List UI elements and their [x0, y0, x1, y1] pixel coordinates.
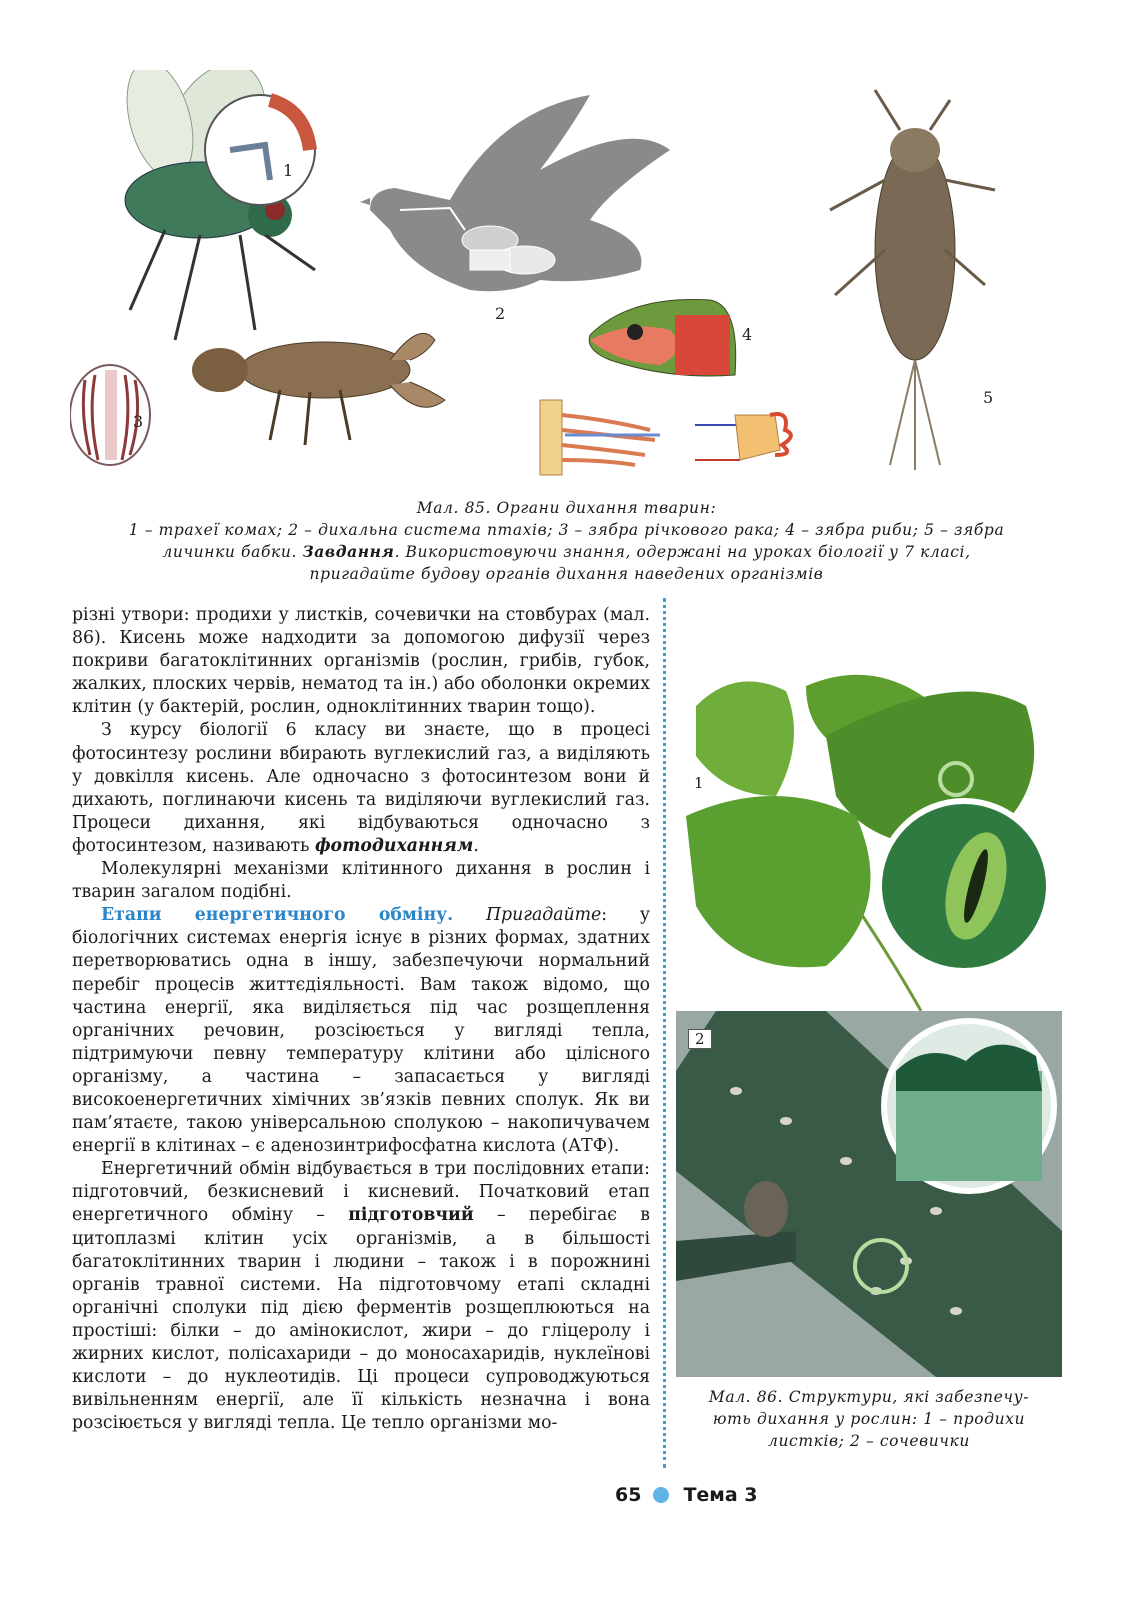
main-text-column [72, 604, 650, 1435]
photo-label-1: 1 [694, 774, 704, 792]
paragraph: різні утвори: продихи у листків, сочевички на стовбурах (мал. 86). Кисень може надходити за допомогою дифузії через покриви багатоклітинних організмів (рослин, грибів, губок, жалких, плоских червів, нематод та ін.) або оболонки окремих клітин (у бактерій, рослин, одноклітинних тварин тощо). [72, 605, 650, 718]
paragraph: Молекулярні механізми клітинного дихання в рослин і тварин загалом подібні. [72, 859, 650, 903]
crayfish-drawing [70, 333, 445, 465]
figure-label-4: 4 [742, 325, 753, 344]
figure-label-1: 1 [283, 161, 294, 180]
paragraph [72, 1158, 650, 1435]
recall-label: Пригадайте [485, 905, 602, 926]
mayfly-nymph-drawing [830, 90, 995, 470]
figure-85-caption-line-1: 1 – трахеї комах; 2 – дихальна система птахів; 3 – зябра річкового рака; 4 – зябра риби; 5 – зябра [128, 521, 1005, 539]
figure-86-caption [676, 1386, 1062, 1452]
lenticels-photo [676, 1011, 1062, 1377]
paragraph [72, 719, 650, 858]
paragraph-text: Енергетичний обмін відбувається в три послідовних етапи: підготовчий, безкисневий і кисневий. Початковий етап енергетичного обміну – [72, 1159, 650, 1226]
paragraph-text: : у біологічних системах енергія існує в різних формах, здатних перетворюватись одна в іншу, забезпечуючи нормальний перебіг процесів життєдіяльності. Вам також відомо, що частина енергії, яка виділяється під час розщеплення органічних речовин, розсіюється у вигляді тепла, підтримуючи певну температуру клітини або цілісного організму, а частина – запасається у вигляді високоенергетичних хімічних зв’язків певних сполук. Як ви пам’ятаєте, такою універсальною сполукою – накопичувачем енергії в клітинах – є аденозинтрифосфатна кислота (АТФ). [72, 905, 650, 1157]
photo-label-2: 2 [688, 1029, 712, 1049]
bark-drawing [676, 1011, 1062, 1377]
leaf-stomata-photo [676, 646, 1062, 1016]
figure-label-2: 2 [495, 304, 506, 323]
bird-silhouette-drawing [360, 95, 670, 291]
fish-head-drawing [589, 299, 736, 376]
leaf-drawing [676, 646, 1062, 1016]
figure-85-caption-line-3: пригадайте будову органів дихання наведених організмів [309, 565, 824, 583]
figure-label-3: 3 [133, 412, 144, 431]
caption-text: личинки бабки. [162, 543, 303, 561]
page-number: 65 [615, 1484, 642, 1506]
caption-line: листків; 2 – сочевички [768, 1432, 970, 1450]
paragraph [72, 904, 650, 1158]
figure-85-caption-title: Мал. 85. Органи дихання тварин: [416, 499, 717, 517]
paragraph-text: . [473, 835, 479, 856]
page-footer [615, 1484, 758, 1506]
respiratory-organs-drawing [70, 70, 1050, 490]
figure-85-caption-line-2 [60, 541, 1073, 563]
paragraph-text: – перебігає в цитоплазмі клітин усіх організмів, а в більшості багатоклітинних тварин і людини – також і в порожнині органів травної системи. На підготовчому етапі складні органічні сполуки під дією ферментів розщеплюються на простіші: білки – до амінокислот, жири – до гліцеролу і жирних кислот, полісахариди – до моносахаридів, нуклеїнові кислоти – до нуклеотидів. Ці процеси супроводжуються вивільненням енергії, але її кількість незначна і вона розсіюється у вигляді тепла. Це тепло організми мо- [72, 1205, 650, 1434]
figure-85-illustration [70, 70, 1050, 490]
section-lead-heading: Етапи енергетичного обміну. [101, 905, 454, 926]
caption-line: ють дихання у рослин: 1 – продихи [712, 1410, 1026, 1428]
term-photorespiration: фотодиханням [314, 835, 474, 856]
fly-drawing [115, 70, 315, 340]
bullet-dot-icon [653, 1487, 669, 1503]
term-preparatory: підготовчий [348, 1205, 474, 1226]
caption-line: Мал. 86. Структури, які забезпечу- [708, 1388, 1030, 1406]
topic-label: Тема 3 [683, 1484, 758, 1506]
caption-text: . Використовуючи знання, одержані на уроках біології у 7 класі, [394, 543, 971, 561]
paragraph-text: З курсу біології 6 класу ви знаєте, що в процесі фотосинтезу рослини вбирають вуглекислий газ, а виділяють у довкілля кисень. Але одночасно з фотосинтезом вони й дихають, поглинаючи кисень та виділяючи вуглекислий газ. Процеси дихання, які відбуваються одночасно з фотосинтезом, називають [72, 720, 650, 856]
dotted-divider [663, 598, 666, 1468]
gill-detail-drawing [540, 400, 791, 475]
figure-label-5: 5 [983, 388, 994, 407]
caption-task-label: Завдання [302, 542, 395, 561]
